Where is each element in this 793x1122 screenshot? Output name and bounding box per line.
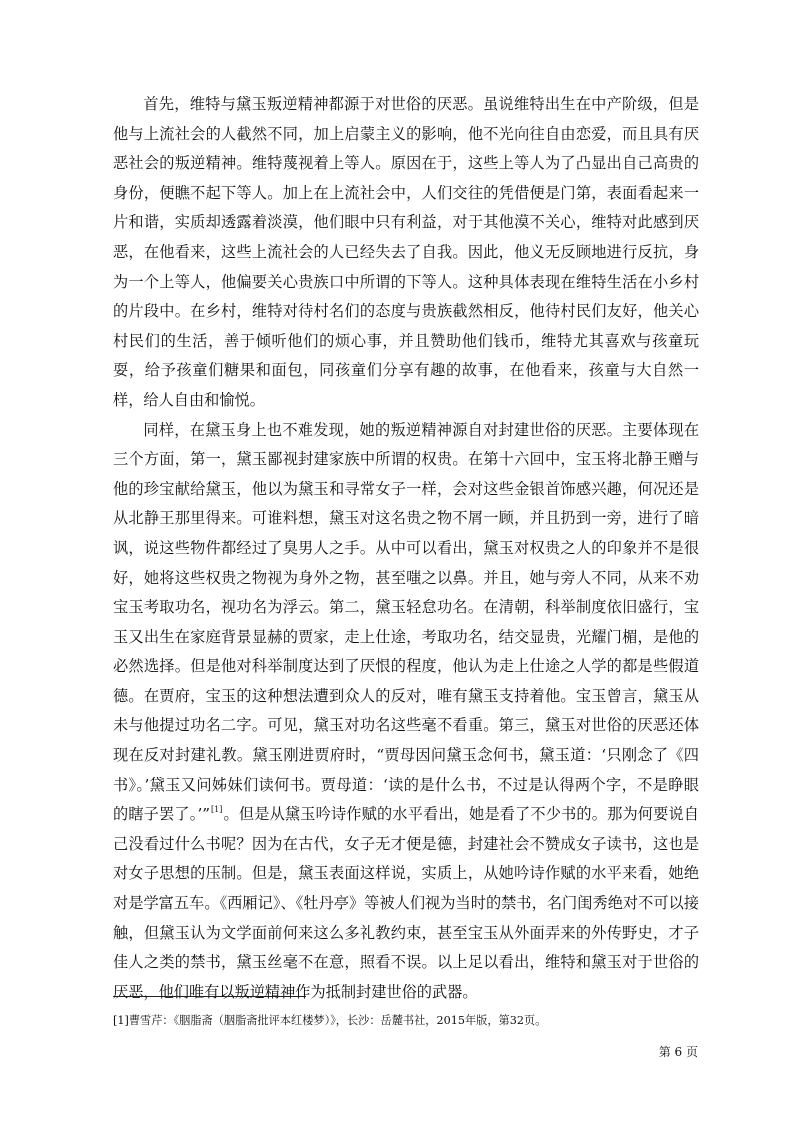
footnote-divider [113,996,306,997]
page-number: 第 6 页 [658,1045,698,1059]
footnote-reference[interactable]: [1] [211,805,223,815]
paragraph-2 [113,416,699,1008]
paragraph-2-text-before-note: 同样，在黛玉身上也不难发现，她的叛逆精神源自对封建世俗的厌恶。主要体现在三个方面，第一，黛玉鄙视封建家族中所谓的权贵。在第十六回中，宝玉将北静王赠与他的珍宝献给黛玉，他以为黛玉和寻常女子一样，会对这些金银首饰感兴趣，何况还是从北静王那里得来。可谁料想，黛玉对这名贵之物不屑一顾，并且扔到一旁，进行了暗讽，说这些物件都经过了臭男人之手。从中可以看出，黛玉对权贵之人的印象并不是很好，她将这些权贵之物视为身外之物，甚至嗤之以鼻。并且，她与旁人不同，从来不劝宝玉考取功名，视功名为浮云。第二，黛玉轻怠功名。在清朝，科举制度依旧盛行，宝玉又出生在家庭背景显赫的贾家，走上仕途，考取功名，结交显贵，光耀门楣，是他的必然选择。但是他对科举制度达到了厌恨的程度，他认为走上仕途之人学的都是些假道德。在贾府，宝玉的这种想法遭到众人的反对，唯有黛玉支持着他。宝玉曾言，黛玉从未与他提过功名二字。可见，黛玉对功名这些毫不看重。第三，黛玉对世俗的厌恶还体现在反对封建礼教。黛玉刚进贾府时，“贾母因问黛玉念何书，黛玉道：‘只刚念了《四书》。’黛玉又问姊妹们读何书。贾母道：‘读的是什么书，不过是认得两个字，不是睁眼的瞎子罢了。’” [113,420,699,824]
footnote: [1]曹雪芹：《胭脂斋（胭脂斋批评本红楼梦）》，长沙：岳麓书社，2015年版，第32页。 [113,1014,547,1027]
body-text [113,90,699,1007]
paragraph-1: 首先，维特与黛玉叛逆精神都源于对世俗的厌恶。虽说维特出生在中产阶级，但是他与上流社会的人截然不同，加上启蒙主义的影响，他不光向往自由恋爱，而且具有厌恶社会的叛逆精神。维特蔑视着上等人。原因在于，这些上等人为了凸显出自己高贵的身份，便瞧不起下等人。加上在上流社会中，人们交往的凭借便是门第，表面看起来一片和谐，实质却透露着淡漠，他们眼中只有利益，对于其他漠不关心，维特对此感到厌恶，在他看来，这些上流社会的人已经失去了自我。因此，他义无反顾地进行反抗，身为一个上等人，他偏要关心贵族口中所谓的下等人。这种具体表现在维特生活在小乡村的片段中。在乡村，维特对待村名们的态度与贵族截然相反，他待村民们友好，他关心村民们的生活，善于倾听他们的烦心事，并且赞助他们钱币，维特尤其喜欢与孩童玩耍，给予孩童们糖果和面包，同孩童们分享有趣的故事，在他看来，孩童与大自然一样，给人自由和愉悦。 [113,95,699,409]
paragraph-2-text-after-note: 。但是从黛玉吟诗作赋的水平看出，她是看了不少书的。那为何要说自己没看过什么书呢？因为在古代，女子无才便是德，封建社会不赞成女子读书，这也是对女子思想的压制。但是，黛玉表面这样说，实质上，从她吟诗作赋的水平来看，她绝对是学富五车。《西厢记》、《牡丹亭》等被人们视为当时的禁书，名门闺秀绝对不可以接触，但黛玉认为文学面前何来这么多礼教约束，甚至宝玉从外面弄来的外传野史，才子佳人之类的禁书，黛玉丝毫不在意，照看不误。以上足以看出，维特和黛玉对于世俗的厌恶，他们唯有以叛逆精神作为抵制封建世俗的武器。 [113,805,699,1001]
